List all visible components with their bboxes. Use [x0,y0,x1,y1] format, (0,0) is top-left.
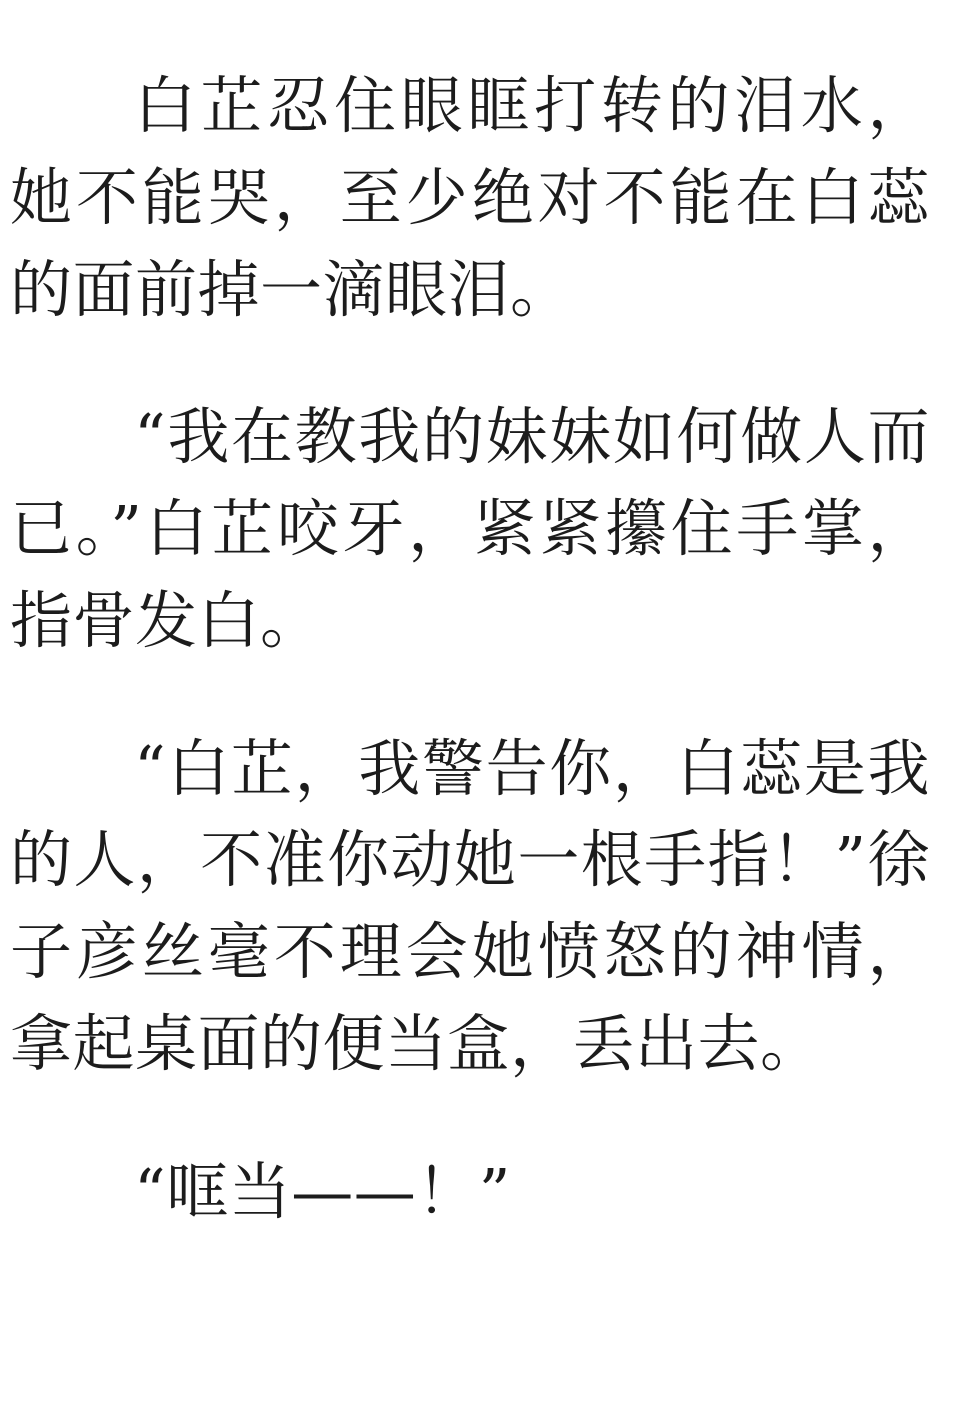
paragraph-1: 白芷忍住眼眶打转的泪水，她不能哭，至少绝对不能在白蕊的面前掉一滴眼泪。 [10,69,930,326]
reader-text-body [10,60,930,1237]
paragraph-4: “哐当——！” [134,1154,511,1228]
paragraph-2: “我在教我的妹妹如何做人而已。”白芷咬牙，紧紧攥住手掌，指骨发白。 [10,400,930,657]
paragraph-3: “白芷，我警告你，白蕊是我的人，不准你动她一根手指！”徐子彦丝毫不理会她愤怒的神情，拿起桌面的便当盒，丢出去。 [10,731,930,1080]
